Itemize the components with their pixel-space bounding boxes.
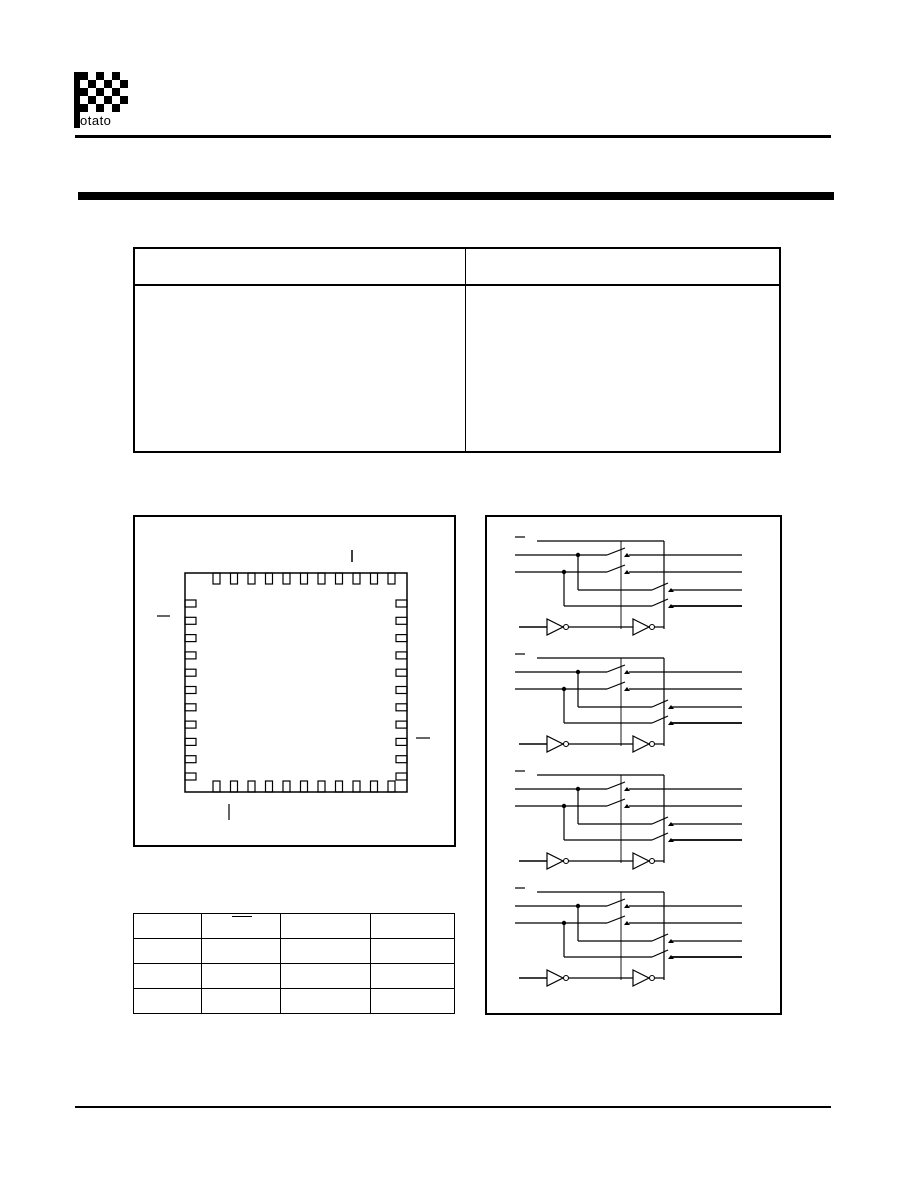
table-cell <box>202 939 281 964</box>
pin <box>266 573 273 584</box>
logo-square <box>88 80 96 88</box>
logo-square <box>104 80 112 88</box>
inverter-bubble <box>564 742 569 747</box>
wire <box>652 934 668 941</box>
column-divider <box>465 249 466 451</box>
pin <box>185 721 196 728</box>
logo-square <box>104 96 112 104</box>
inverter-bubble <box>650 976 655 981</box>
inverter-symbol <box>633 619 649 635</box>
pin <box>396 669 407 676</box>
pin <box>396 756 407 763</box>
header-divider <box>135 284 779 286</box>
table-cell <box>281 914 371 939</box>
pin <box>283 781 290 792</box>
pin <box>388 781 395 792</box>
table-cell <box>371 914 455 939</box>
pin <box>396 773 407 780</box>
lcc-package-diagram <box>135 517 454 845</box>
logo-square <box>88 96 96 104</box>
logo-square <box>120 80 128 88</box>
table-row <box>134 939 455 964</box>
title-bar <box>78 192 834 200</box>
switch-section <box>515 888 742 986</box>
pin <box>185 738 196 745</box>
package-outline <box>185 573 407 792</box>
wire <box>652 599 668 606</box>
pin <box>185 652 196 659</box>
table-cell <box>281 989 371 1014</box>
logo-square <box>112 88 120 96</box>
features-table <box>133 247 781 453</box>
pin <box>396 652 407 659</box>
wire <box>652 700 668 707</box>
pin <box>266 781 273 792</box>
pin <box>185 756 196 763</box>
truth-table <box>133 913 455 1014</box>
pins-bottom <box>213 781 395 792</box>
table-cell <box>202 989 281 1014</box>
table-cell <box>134 939 202 964</box>
inverter-symbol <box>547 970 563 986</box>
footer-rule <box>75 1106 831 1108</box>
table-cell <box>134 989 202 1014</box>
pin <box>185 617 196 624</box>
inverter-bubble <box>650 859 655 864</box>
wire <box>652 716 668 723</box>
table-cell <box>134 914 202 939</box>
header-rule <box>75 135 831 138</box>
logo-square <box>80 72 88 80</box>
inverter-bubble <box>650 742 655 747</box>
pins-top <box>213 573 395 584</box>
logo-square <box>112 72 120 80</box>
inverter-symbol <box>547 853 563 869</box>
table-row <box>134 989 455 1014</box>
wire <box>607 682 625 689</box>
pin <box>396 617 407 624</box>
table-row <box>134 914 455 939</box>
overbar-mark <box>232 916 252 917</box>
table-cell <box>281 964 371 989</box>
pin <box>353 781 360 792</box>
pin <box>301 781 308 792</box>
wire <box>652 833 668 840</box>
pins-right <box>396 600 407 780</box>
pin <box>213 573 220 584</box>
pin <box>248 781 255 792</box>
wire <box>652 950 668 957</box>
pin <box>185 704 196 711</box>
table-row <box>134 964 455 989</box>
pin <box>371 573 378 584</box>
inverter-symbol <box>547 619 563 635</box>
pin <box>371 781 378 792</box>
logo-square <box>80 104 88 112</box>
table-cell <box>134 964 202 989</box>
pin <box>185 669 196 676</box>
functional-block-diagram-panel <box>485 515 782 1015</box>
logo-square <box>96 72 104 80</box>
pin <box>388 573 395 584</box>
pin <box>231 573 238 584</box>
logo-wordmark: otato <box>80 113 112 128</box>
wire <box>607 799 625 806</box>
logo-square <box>96 104 104 112</box>
pin <box>231 781 238 792</box>
pin <box>185 635 196 642</box>
pin <box>185 687 196 694</box>
pin <box>336 573 343 584</box>
pin-configuration-panel <box>133 515 456 847</box>
pin <box>336 781 343 792</box>
pin <box>185 773 196 780</box>
table-cell <box>371 964 455 989</box>
inverter-bubble <box>650 625 655 630</box>
pin <box>185 600 196 607</box>
table-cell <box>202 964 281 989</box>
pin <box>396 738 407 745</box>
logo-square <box>112 104 120 112</box>
switch-section <box>515 537 742 635</box>
table-cell <box>202 914 281 939</box>
wire <box>607 665 625 672</box>
pin <box>396 704 407 711</box>
wire <box>607 916 625 923</box>
pin <box>396 635 407 642</box>
inverter-bubble <box>564 625 569 630</box>
pin <box>318 781 325 792</box>
inverter-symbol <box>633 970 649 986</box>
table-cell <box>371 939 455 964</box>
inverter-bubble <box>564 859 569 864</box>
wire <box>607 782 625 789</box>
pin <box>301 573 308 584</box>
pin <box>353 573 360 584</box>
inverter-bubble <box>564 976 569 981</box>
pin <box>396 721 407 728</box>
logo-square <box>120 96 128 104</box>
wire <box>607 899 625 906</box>
logo-square <box>80 88 88 96</box>
pins-left <box>185 600 196 780</box>
table-cell <box>371 989 455 1014</box>
logo-square <box>96 88 104 96</box>
pin <box>248 573 255 584</box>
table-cell <box>281 939 371 964</box>
inverter-symbol <box>633 736 649 752</box>
inverter-symbol <box>547 736 563 752</box>
switch-section <box>515 771 742 869</box>
pin <box>213 781 220 792</box>
switch-section <box>515 654 742 752</box>
inverter-symbol <box>633 853 649 869</box>
wire <box>652 817 668 824</box>
pin <box>318 573 325 584</box>
wire <box>652 583 668 590</box>
wire <box>607 548 625 555</box>
pin <box>283 573 290 584</box>
pin <box>396 600 407 607</box>
wire <box>607 565 625 572</box>
switch-block-diagram <box>487 517 780 1013</box>
pin <box>396 687 407 694</box>
